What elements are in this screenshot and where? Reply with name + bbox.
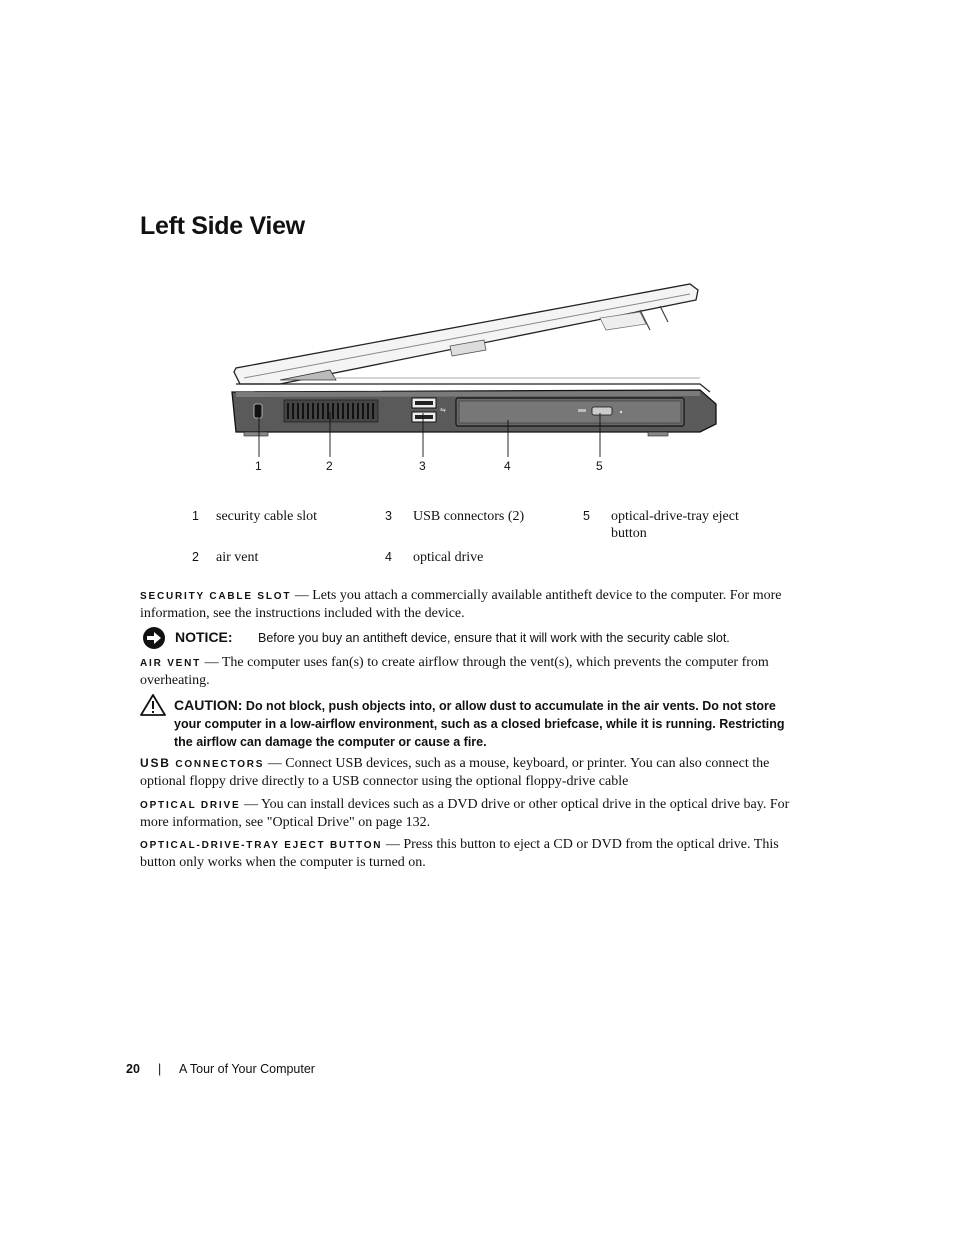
callout-3: 3: [419, 459, 426, 473]
page-number: 20: [126, 1062, 140, 1076]
laptop-left-side-illustration: [0, 0, 954, 490]
security-cable-slot-description: SECURITY CABLE SLOT — Lets you attach a commercially available antitheft device to the computer. For more information, see the instructions included with the device.: [140, 588, 782, 621]
notice-text: Before you buy an antitheft device, ensure that it will work with the security cable slot.: [258, 631, 730, 645]
description-text: Lets you attach a commercially available antitheft device to the computer. For more information, see the instructions included with the device.: [140, 588, 782, 621]
legend-text: optical-drive-tray eject button: [611, 509, 739, 541]
term-label-suffix: CONNECTORS: [170, 759, 265, 770]
callout-1: 1: [255, 459, 262, 473]
legend-text: optical drive: [413, 550, 484, 565]
page-title: Left Side View: [140, 212, 305, 240]
term-label: OPTICAL DRIVE: [140, 800, 241, 811]
term-label: AIR VENT: [140, 658, 202, 669]
caution-text: Do not block, push objects into, or allow dust to accumulate in the air vents. Do not store your computer in a low-airflow environment, such as a closed briefcase, while it is running. Restricting the airflow can damage the computer or cause a fire.: [174, 699, 785, 749]
caution-triangle-icon: [140, 694, 166, 716]
legend-num: 5: [583, 509, 590, 523]
description-text: The computer uses fan(s) to create airflow through the vent(s), which prevents the computer from overheating.: [140, 655, 769, 688]
legend-num: 4: [385, 550, 392, 564]
notice-arrow-icon: [142, 626, 166, 650]
description-text: You can install devices such as a DVD drive or other optical drive in the optical drive bay. For more information, see "Optical Drive" on page 132.: [140, 797, 790, 830]
air-vent-description: AIR VENT — The computer uses fan(s) to create airflow through the vent(s), which prevents the computer from overheating.: [140, 655, 769, 688]
callout-4: 4: [504, 459, 511, 473]
legend-text: air vent: [216, 550, 259, 565]
term-label: USB: [140, 756, 171, 770]
usb-connectors-description: USB CONNECTORS — Connect USB devices, such as a mouse, keyboard, or printer. You can also connect the optional floppy drive directly to a USB connector using the optional floppy-drive cable: [140, 756, 770, 789]
legend-text: security cable slot: [216, 509, 318, 524]
optical-drive-description: OPTICAL DRIVE — You can install devices such as a DVD drive or other optical drive in the optical drive bay. For more information, see "Optical Drive" on page 132.: [140, 797, 790, 830]
notice-label: NOTICE:: [175, 629, 233, 645]
svg-text:⇋: ⇋: [440, 406, 446, 414]
legend-text: USB connectors (2): [413, 509, 525, 524]
term-label: SECURITY CABLE SLOT: [140, 591, 292, 602]
description-text: Connect USB devices, such as a mouse, keyboard, or printer. You can also connect the optional floppy drive directly to a USB connector using the optional floppy-drive cable: [140, 756, 770, 789]
footer-separator: |: [158, 1062, 162, 1076]
description-text: Press this button to eject a CD or DVD from the optical drive. This button only works when the computer is turned on.: [140, 837, 779, 870]
caution-text-block: [174, 696, 804, 751]
legend-num: 2: [192, 550, 199, 564]
term-label: OPTICAL-DRIVE-TRAY EJECT BUTTON: [140, 840, 383, 851]
callout-2: 2: [326, 459, 333, 473]
caution-label: CAUTION:: [174, 697, 243, 713]
legend-num: 3: [385, 509, 392, 523]
eject-button-description: OPTICAL-DRIVE-TRAY EJECT BUTTON — Press this button to eject a CD or DVD from the optical drive. This button only works when the computer is turned on.: [140, 837, 779, 870]
legend-num: 1: [192, 509, 199, 523]
footer-section-title: A Tour of Your Computer: [179, 1062, 315, 1076]
callout-5: 5: [596, 459, 603, 473]
